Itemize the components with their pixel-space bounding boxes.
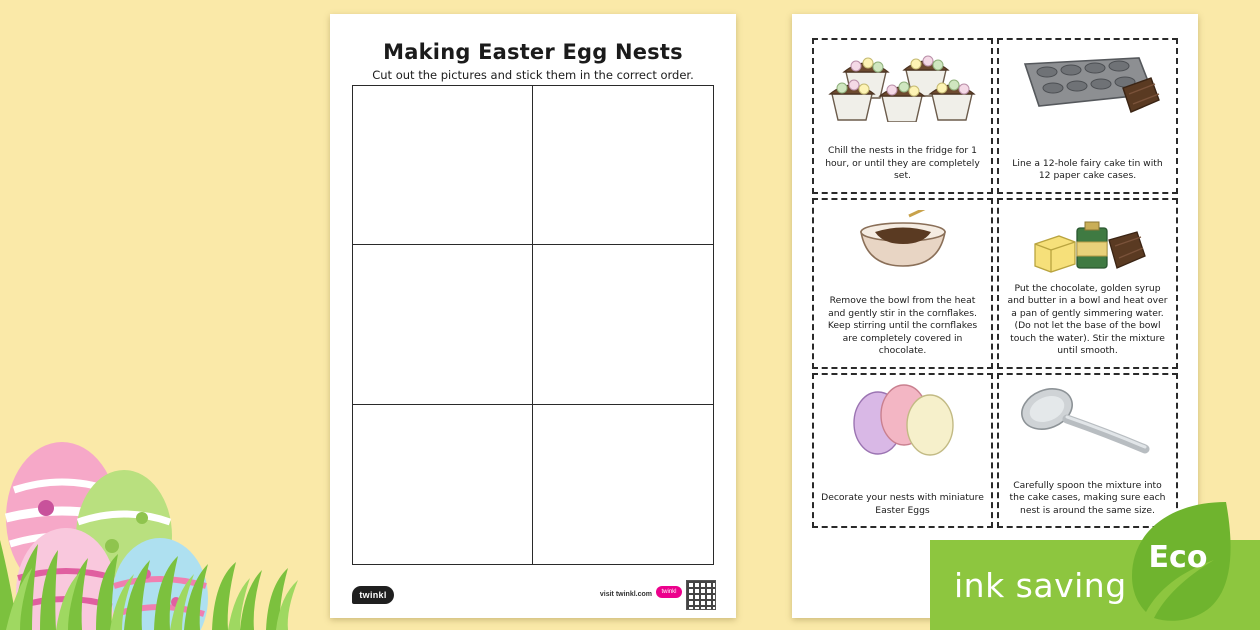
twinkl-logo: twinkl xyxy=(352,586,394,604)
ordering-grid xyxy=(352,85,714,565)
fairy-cakes-with-eggs-icon xyxy=(821,45,984,123)
qr-code-icon xyxy=(686,580,716,610)
instruction-card-text: Chill the nests in the fridge for 1 hour, or until they are completely set. xyxy=(825,145,980,181)
grid-cell[interactable] xyxy=(533,245,713,404)
grid-cell[interactable] xyxy=(533,86,713,245)
grid-cell[interactable] xyxy=(353,86,533,245)
grid-cell[interactable] xyxy=(533,405,713,564)
mixing-bowl-with-spoon-icon xyxy=(821,205,984,283)
instruction-card-text: Carefully spoon the mixture into the cake cases, making sure each nest is around the same size. xyxy=(1009,479,1166,516)
worksheet-page-left xyxy=(330,14,736,618)
ink-saving-label: ink saving xyxy=(954,565,1127,605)
metal-spoon-icon xyxy=(1006,380,1169,458)
butter-syrup-and-chocolate-icon xyxy=(1006,205,1169,283)
instruction-cards-grid xyxy=(812,38,1178,528)
grid-cell[interactable] xyxy=(353,245,533,404)
instruction-card[interactable] xyxy=(997,198,1178,369)
mini-easter-eggs-icon xyxy=(821,380,984,458)
page-subtitle: Cut out the pictures and stick them in the correct order. xyxy=(372,68,694,82)
instruction-card-text: Remove the bowl from the heat and gently stir in the cornflakes. Keep stirring until the cornflakes are completely covered in chocolate. xyxy=(827,295,978,356)
eco-label: Eco xyxy=(1148,540,1208,575)
instruction-card-text: Decorate your nests with miniature Easter Eggs xyxy=(821,492,984,516)
page-footer xyxy=(600,580,716,610)
eco-leaf-badge xyxy=(1114,494,1242,622)
instruction-card-text: Put the chocolate, golden syrup and butter in a bowl and heat over a pan of gently simmering water. (Do not let the base of the bowl touch the water). Stir the mixture until smooth. xyxy=(1007,282,1168,356)
visit-url-text: visit twinkl.com xyxy=(599,591,652,598)
instruction-card[interactable] xyxy=(997,38,1178,194)
twinkl-badge: twinkl xyxy=(656,586,682,598)
instruction-card[interactable] xyxy=(812,373,993,529)
instruction-card-text: Line a 12-hole fairy cake tin with 12 paper cake cases. xyxy=(1012,157,1163,181)
grid-cell[interactable] xyxy=(353,405,533,564)
muffin-tin-with-chocolate-icon xyxy=(1006,45,1169,123)
easter-eggs-and-grass-decoration xyxy=(0,340,300,630)
page-title: Making Easter Egg Nests xyxy=(383,40,683,64)
instruction-card[interactable] xyxy=(812,198,993,369)
instruction-card[interactable] xyxy=(812,38,993,194)
